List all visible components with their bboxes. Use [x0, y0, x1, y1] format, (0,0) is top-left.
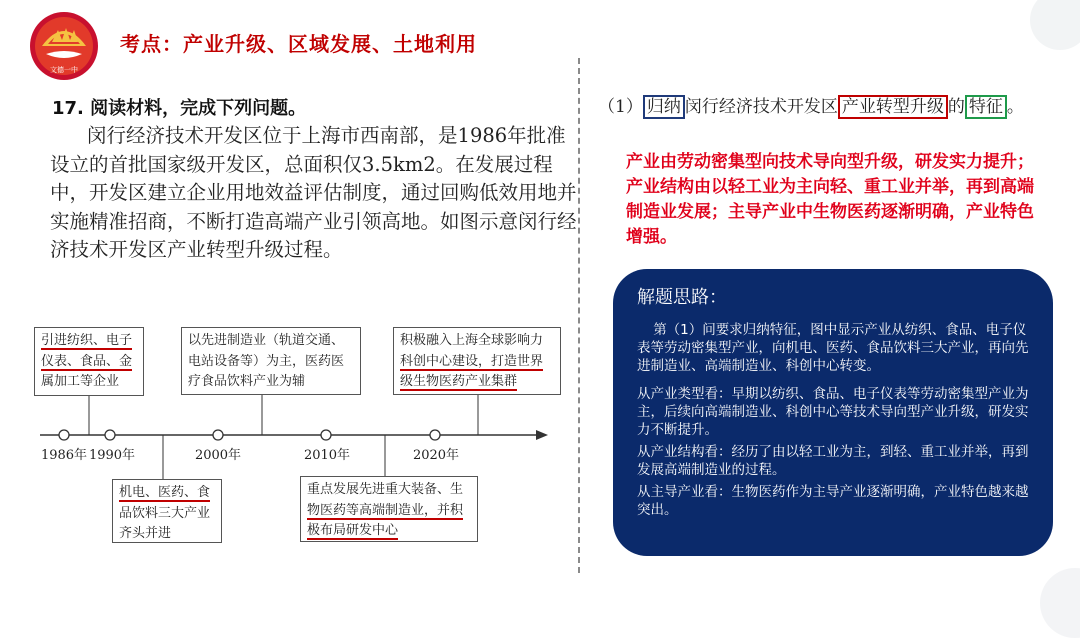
box-2000-line3: 疗食品饮料产业为辅 — [188, 374, 306, 389]
keyword-industry-upgrade: 产业转型升级 — [838, 95, 948, 119]
decorative-corner-top — [1030, 0, 1080, 50]
year-label-2020: 2020年 — [412, 448, 460, 463]
sub-question-particle: 的 — [947, 97, 965, 117]
timeline-box-1986 — [34, 327, 144, 396]
box-1990-line2: 品饮料三大产业 — [119, 505, 211, 521]
timeline-box-2010 — [300, 476, 478, 542]
sub-question-period: 。 — [1006, 97, 1024, 117]
box-2020-line1: 积极融入上海全球影响力 — [400, 333, 544, 348]
box-1986-line2: 仪表、食品、金 — [41, 353, 133, 369]
year-marker-2020 — [430, 430, 440, 440]
box-2020-line3: 级生物医药产业集群 — [400, 374, 518, 389]
year-label-1990: 1990年 — [88, 448, 136, 463]
box-2000-line2: 电站设备等）为主，医药医 — [188, 353, 345, 369]
box-1986-line1: 引进纺织、电子 — [41, 333, 133, 348]
box-2010-line3: 极布局研发中心 — [307, 523, 399, 538]
year-marker-1986 — [59, 430, 69, 440]
box-2020-line2: 科创中心建设，打造世界 — [400, 353, 544, 369]
year-marker-1990 — [105, 430, 115, 440]
solution-paragraph-4: 从主导产业看：生物医药作为主导产业逐渐明确，产业特色越来越突出。 — [637, 484, 1029, 518]
logo-text: 文德一中 — [50, 66, 78, 74]
answer-text: 产业由劳动密集型向技术导向型升级，研发实力提升；产业结构由以轻工业为主向轻、重工业并举，再到高端制造业发展；主导产业中生物医药逐渐明确，产业特色增强。 — [626, 152, 1034, 247]
timeline-diagram — [0, 0, 580, 560]
keyword-features: 特征 — [965, 95, 1007, 119]
question-title: 17. 阅读材料，完成下列问题。 — [52, 98, 307, 119]
keyword-summarize: 归纳 — [643, 95, 685, 119]
year-label-2000: 2000年 — [194, 448, 242, 463]
box-1990-line3: 齐头并进 — [119, 526, 172, 541]
solution-panel-title: 解题思路： — [637, 287, 727, 308]
year-marker-2000 — [213, 430, 223, 440]
solution-paragraph-1: 第（1）问要求归纳特征，图中显示产业从纺织、食品、电子仪表等劳动密集型产业，向机电、医药、食品饮料三大产业，再向先进制造业、高端制造业、科创中心转变。 — [637, 322, 1029, 374]
sub-question-subject: 闵行经济技术开发区 — [684, 97, 838, 117]
box-2010-line2: 物医药等高端制造业，并积 — [307, 502, 464, 518]
question-body: 闵行经济技术开发区位于上海市西南部，是1986年批准设立的首批国家级开发区，总面积仅3.5km2。在发展过程中，开发区建立企业用地效益评估制度，通过回购低效用地并实施精准招商，不断打造高端产业引领高地。如图示意闵行经济技术开发区产业转型升级过程。 — [50, 124, 577, 261]
box-2000-line1: 以先进制造业（轨道交通、 — [188, 333, 345, 348]
solution-paragraph-2: 从产业类型看：早期以纺织、食品、电子仪表等劳动密集型产业为主，后续向高端制造业、科创中心等技术导向型产业升级，研发实力不断提升。 — [637, 386, 1029, 438]
solution-paragraph-3: 从产业结构看：经历了由以轻工业为主，到轻、重工业并举，再到发展高端制造业的过程。 — [637, 444, 1029, 478]
year-label-2010: 2010年 — [303, 448, 351, 463]
timeline-box-1990 — [112, 479, 222, 543]
solution-panel — [613, 269, 1053, 556]
sub-question — [598, 92, 1024, 117]
sub-question-prefix: （1） — [598, 97, 643, 117]
year-label-1986: 1986年 — [40, 448, 88, 463]
timeline-arrowhead — [536, 430, 548, 440]
year-marker-2010 — [321, 430, 331, 440]
timeline-box-2020 — [393, 327, 561, 395]
decorative-corner-bottom — [1040, 568, 1080, 638]
box-1986-line3: 属加工等企业 — [41, 374, 120, 389]
page-title: 考点：产业升级、区域发展、土地利用 — [120, 32, 477, 56]
timeline-box-2000 — [181, 327, 361, 395]
box-2010-line1: 重点发展先进重大装备、生 — [307, 482, 464, 497]
box-1990-line1: 机电、医药、食 — [119, 485, 211, 500]
